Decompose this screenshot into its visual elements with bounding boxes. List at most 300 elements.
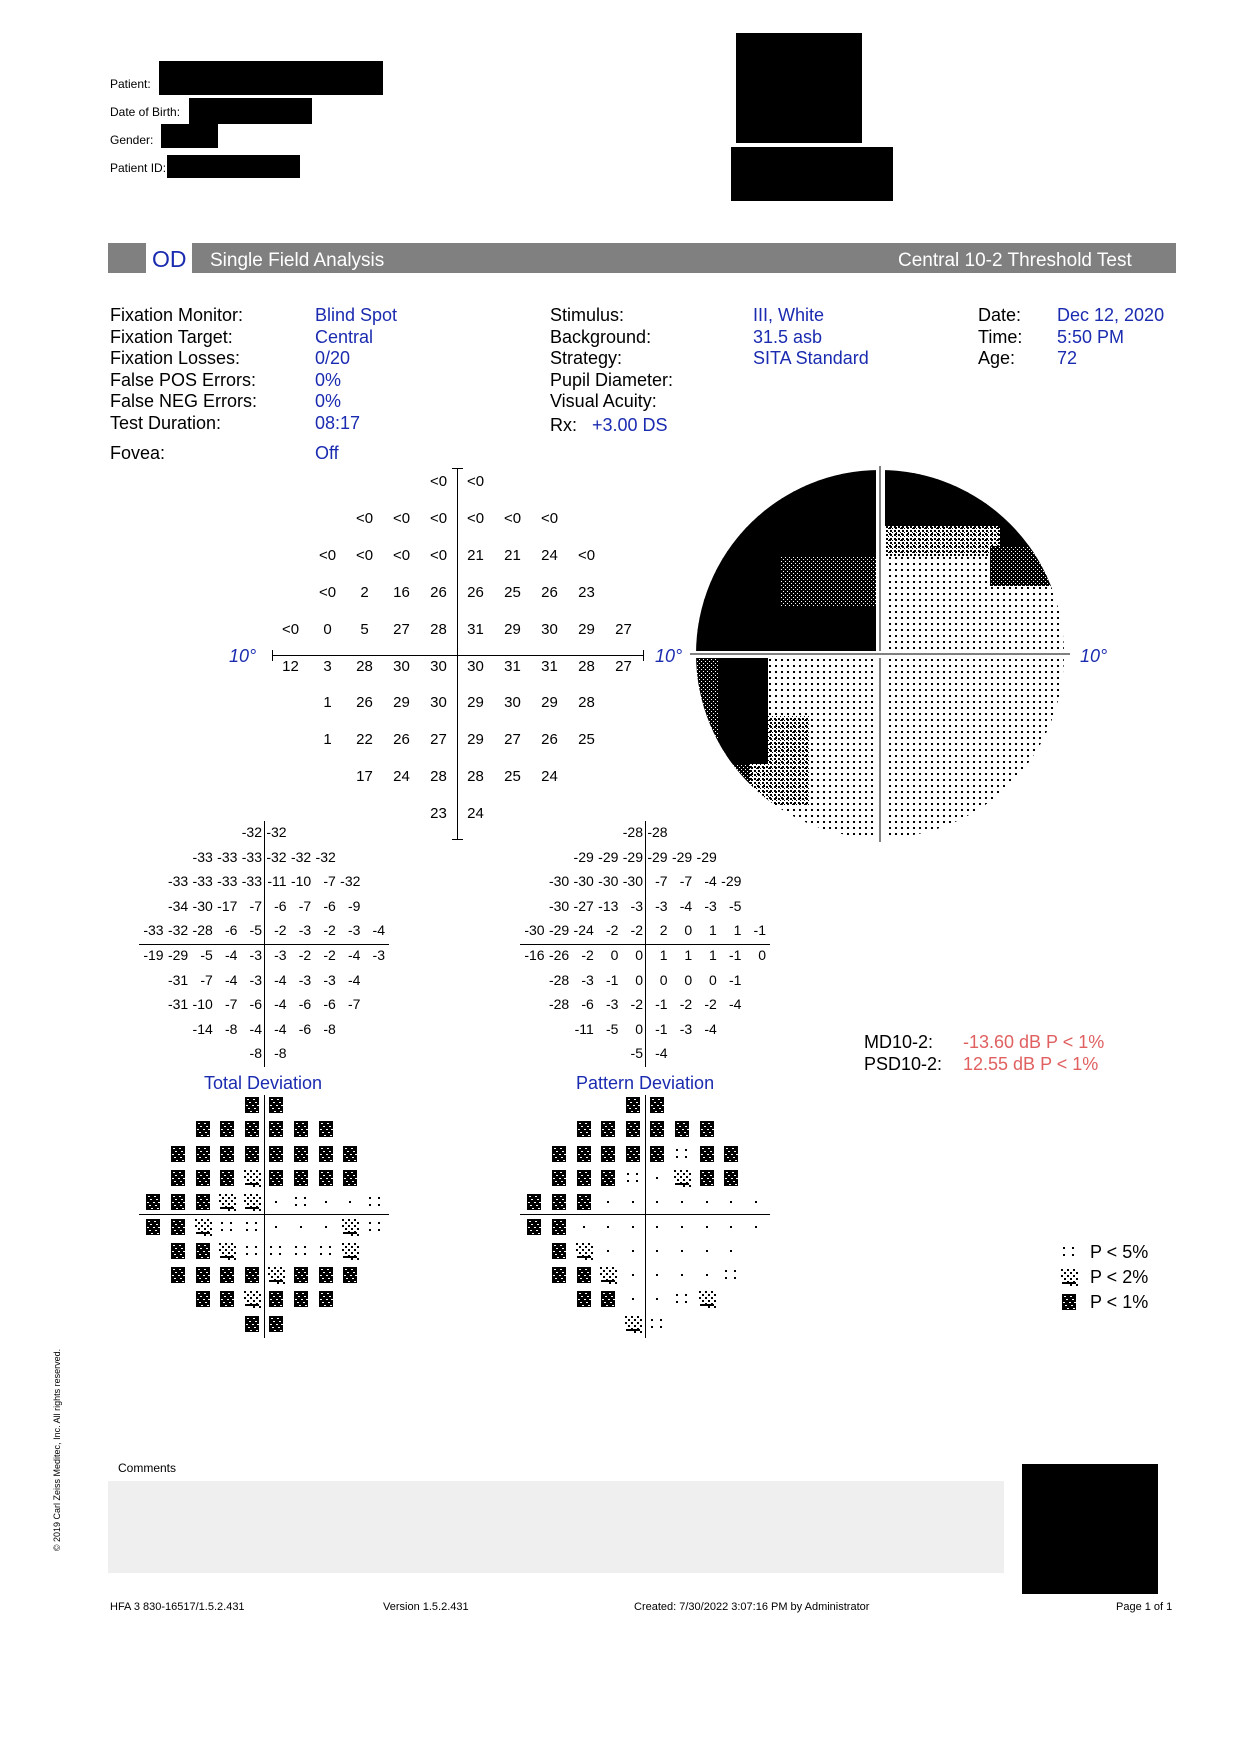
grayscale-plot (690, 466, 1070, 842)
probability-cell (673, 1193, 691, 1211)
deviation-value: -6 (323, 897, 336, 914)
normal-dot-icon (648, 1169, 666, 1187)
p2-symbol-icon (575, 1242, 593, 1260)
deviation-value: -1 (728, 971, 742, 988)
p1-symbol-icon (624, 1096, 642, 1114)
probability-cell (575, 1290, 593, 1308)
probability-cell (194, 1218, 212, 1236)
probability-cell (550, 1218, 568, 1236)
threshold-value: <0 (577, 547, 596, 564)
p1-symbol-icon (243, 1266, 261, 1284)
comments-label: Comments (118, 1461, 177, 1475)
param-label: Pupil Diameter: (550, 369, 674, 390)
probability-cell (698, 1193, 716, 1211)
threshold-value: 0 (323, 621, 332, 638)
p2-symbol-icon (1060, 1268, 1078, 1286)
normal-dot-icon (673, 1218, 691, 1236)
probability-cell (575, 1120, 593, 1138)
deviation-value: -7 (679, 873, 693, 890)
deviation-value: -32 (266, 848, 287, 865)
p1-symbol-icon (575, 1266, 593, 1284)
p1-symbol-icon (218, 1290, 236, 1308)
deviation-value: -28 (647, 824, 668, 840)
threshold-value: <0 (318, 547, 337, 564)
patient-id-label: Patient ID: (110, 161, 167, 175)
signature-redaction (1022, 1464, 1158, 1594)
p1-symbol-icon (317, 1145, 335, 1163)
deviation-value: 1 (659, 947, 668, 963)
analysis-title: Single Field Analysis (210, 250, 385, 271)
p1-symbol-icon (648, 1096, 666, 1114)
deviation-value: -3 (249, 947, 262, 963)
probability-h-axis (520, 1214, 770, 1215)
probability-cell (292, 1218, 310, 1236)
probability-cell (599, 1242, 617, 1260)
deviation-value: -28 (548, 996, 570, 1013)
probability-cell (747, 1193, 765, 1211)
param-label: Fixation Target: (110, 326, 233, 347)
p1-symbol-icon (194, 1266, 212, 1284)
deviation-value: -32 (315, 848, 336, 865)
normal-dot-icon (599, 1242, 617, 1260)
probability-cell (218, 1242, 236, 1260)
probability-cell (366, 1218, 384, 1236)
probability-cell (722, 1242, 740, 1260)
deviation-value: -4 (274, 1020, 287, 1037)
dob-redaction (189, 98, 312, 124)
probability-cell (267, 1315, 285, 1333)
deviation-value: -4 (274, 996, 287, 1013)
threshold-value: <0 (466, 473, 485, 490)
deviation-value: -33 (241, 873, 262, 890)
p2-symbol-icon (624, 1315, 642, 1333)
threshold-v-tick-bottom (452, 839, 463, 840)
probability-cell (599, 1290, 617, 1308)
deviation-value: -10 (290, 873, 312, 890)
pattern-deviation-title: Pattern Deviation (576, 1073, 715, 1093)
p1-symbol-icon (550, 1169, 568, 1187)
p1-symbol-icon (341, 1169, 359, 1187)
threshold-value: 2 (360, 584, 369, 601)
deviation-value: -4 (728, 996, 742, 1013)
normal-dot-icon (673, 1242, 691, 1260)
probability-cell (624, 1193, 642, 1211)
deviation-value: -10 (192, 996, 213, 1013)
threshold-value: 24 (393, 768, 410, 785)
p1-symbol-icon (292, 1169, 310, 1187)
threshold-value: 27 (615, 621, 632, 638)
threshold-value: <0 (429, 547, 448, 564)
p1-symbol-icon (194, 1120, 212, 1138)
probability-cell (218, 1266, 236, 1284)
deviation-value: -16 (524, 947, 545, 963)
probability-cell (575, 1193, 593, 1211)
p1-symbol-icon (243, 1145, 261, 1163)
probability-cell (747, 1218, 765, 1236)
patient-label: Patient: (110, 77, 151, 91)
psd-label: PSD10-2: (864, 1054, 943, 1074)
p1-symbol-icon (648, 1145, 666, 1163)
deviation-value: -3 (630, 897, 643, 914)
param-label: Test Duration: (110, 413, 222, 433)
p1-symbol-icon (599, 1120, 617, 1138)
deviation-value: -29 (622, 848, 643, 865)
normal-dot-icon (317, 1193, 335, 1211)
probability-cell (267, 1169, 285, 1187)
threshold-value: <0 (355, 510, 374, 527)
legend-symbol (1060, 1268, 1078, 1286)
param-label: Visual Acuity: (550, 391, 657, 412)
threshold-value: 30 (430, 694, 447, 711)
deviation-value: -8 (224, 1020, 238, 1037)
footer-serial: HFA 3 830-16517/1.5.2.431 (110, 1601, 245, 1613)
p1-symbol-icon (341, 1145, 359, 1163)
probability-cell (218, 1290, 236, 1308)
threshold-value: 21 (504, 547, 521, 564)
p1-symbol-icon (218, 1120, 236, 1138)
normal-dot-icon (599, 1193, 617, 1211)
p1-symbol-icon (575, 1169, 593, 1187)
probability-cell (169, 1169, 187, 1187)
gender-redaction (161, 124, 218, 148)
probability-cell (624, 1120, 642, 1138)
p1-symbol-icon (267, 1096, 285, 1114)
deviation-value: -30 (573, 873, 594, 890)
deviation-value: -29 (573, 848, 594, 865)
p5-symbol-icon (218, 1218, 236, 1236)
deviation-value: -7 (298, 897, 312, 914)
probability-cell (317, 1193, 335, 1211)
deviation-value: -2 (323, 922, 336, 939)
deviation-value: -6 (274, 897, 287, 914)
probability-cell (292, 1193, 310, 1211)
deviation-value: -2 (581, 947, 594, 963)
deviation-value: -32 (167, 922, 189, 939)
probability-cell (648, 1315, 666, 1333)
p1-symbol-icon (243, 1315, 261, 1333)
threshold-value: 28 (578, 694, 595, 711)
deviation-value: -29 (598, 848, 619, 865)
param-value: SITA Standard (753, 348, 869, 369)
deviation-value: -4 (224, 947, 238, 963)
probability-cell (169, 1218, 187, 1236)
p1-symbol-icon (169, 1266, 187, 1284)
probability-cell (550, 1266, 568, 1284)
normal-dot-icon (648, 1218, 666, 1236)
p5-symbol-icon (243, 1242, 261, 1260)
probability-cell (599, 1193, 617, 1211)
normal-dot-icon (722, 1193, 740, 1211)
deviation-value: -2 (323, 947, 336, 963)
p1-symbol-icon (194, 1145, 212, 1163)
probability-cell (366, 1193, 384, 1211)
probability-cell (243, 1266, 261, 1284)
deviation-value: -4 (655, 1045, 668, 1062)
threshold-value: 29 (467, 694, 484, 711)
deviation-value: -33 (192, 873, 213, 890)
probability-cell (341, 1193, 359, 1211)
threshold-value: 31 (541, 658, 558, 675)
p2-symbol-icon (267, 1266, 285, 1284)
deviation-value: 0 (684, 971, 693, 988)
md-label: MD10-2: (864, 1032, 934, 1052)
p2-symbol-icon (673, 1169, 691, 1187)
p1-symbol-icon (292, 1290, 310, 1308)
p1-symbol-icon (267, 1315, 285, 1333)
p5-symbol-icon (673, 1145, 691, 1163)
p2-symbol-icon (243, 1169, 261, 1187)
deviation-value: -29 (721, 873, 742, 890)
deviation-value: -11 (574, 1020, 594, 1037)
probability-cell (673, 1218, 691, 1236)
threshold-value: 25 (504, 584, 521, 601)
deviation-value: -1 (605, 971, 619, 988)
threshold-value: 30 (430, 658, 447, 675)
probability-cell (722, 1169, 740, 1187)
normal-dot-icon (648, 1290, 666, 1308)
deviation-value: -6 (323, 996, 336, 1013)
normal-dot-icon (648, 1266, 666, 1284)
param-label: Fixation Monitor: (110, 305, 244, 325)
p1-symbol-icon (218, 1266, 236, 1284)
probability-cell (218, 1169, 236, 1187)
p1-symbol-icon (243, 1096, 261, 1114)
p5-symbol-icon (722, 1266, 740, 1284)
p2-symbol-icon (341, 1218, 359, 1236)
probability-cell (243, 1315, 261, 1333)
deviation-value: -29 (671, 848, 693, 865)
deviation-value: 0 (635, 947, 643, 963)
param-label: Stimulus: (550, 305, 625, 325)
probability-cell (624, 1096, 642, 1114)
deviation-value: -4 (224, 971, 238, 988)
deviation-value: 0 (758, 947, 766, 963)
probability-cell (317, 1120, 335, 1138)
probability-cell (243, 1290, 261, 1308)
fovea-label: Fovea: (110, 443, 166, 463)
probability-cell (722, 1266, 740, 1284)
deviation-value: -2 (298, 947, 312, 963)
p1-symbol-icon (194, 1169, 212, 1187)
probability-cell (144, 1218, 162, 1236)
threshold-value: 26 (393, 731, 410, 748)
threshold-value: <0 (503, 510, 522, 527)
deviation-value: -32 (241, 824, 262, 840)
deviation-value: -7 (200, 971, 213, 988)
probability-cell (673, 1242, 691, 1260)
deviation-value: -14 (192, 1020, 213, 1037)
probability-cell (218, 1145, 236, 1163)
deviation-value: -3 (704, 897, 717, 914)
probability-cell (144, 1193, 162, 1211)
p5-symbol-icon (366, 1193, 384, 1211)
probability-cell (722, 1193, 740, 1211)
normal-dot-icon (292, 1218, 310, 1236)
threshold-value: <0 (355, 547, 374, 564)
probability-cell (648, 1290, 666, 1308)
test-title: Central 10-2 Threshold Test (898, 250, 1132, 271)
threshold-value: 29 (393, 694, 410, 711)
normal-dot-icon (341, 1193, 359, 1211)
probability-cell (267, 1290, 285, 1308)
comments-field[interactable] (108, 1481, 1004, 1573)
p1-symbol-icon (194, 1242, 212, 1260)
threshold-value: 1 (323, 731, 332, 748)
deviation-value: -3 (655, 897, 668, 914)
probability-cell (550, 1169, 568, 1187)
p1-symbol-icon (525, 1193, 543, 1211)
probability-cell (218, 1120, 236, 1138)
p1-symbol-icon (267, 1145, 285, 1163)
probability-cell (194, 1193, 212, 1211)
deviation-value: -33 (167, 873, 189, 890)
p5-symbol-icon (317, 1242, 335, 1260)
probability-cell (698, 1290, 716, 1308)
p5-symbol-icon (648, 1315, 666, 1333)
logo-redaction (736, 33, 862, 143)
deviation-value: -2 (679, 996, 693, 1013)
deviation-value: -28 (622, 824, 643, 840)
deviation-value: -29 (548, 922, 570, 939)
threshold-h-axis (272, 655, 644, 656)
probability-cell (648, 1218, 666, 1236)
threshold-h-tick-right (643, 650, 644, 661)
p2-symbol-icon (194, 1218, 212, 1236)
normal-dot-icon (317, 1218, 335, 1236)
deviation-value: -5 (605, 1020, 619, 1037)
param-value: 5:50 PM (1057, 326, 1125, 347)
p2-symbol-icon (698, 1290, 716, 1308)
deviation-value: -28 (192, 922, 213, 939)
deviation-value: -2 (630, 922, 643, 939)
threshold-value: 29 (504, 621, 521, 638)
deviation-value: -33 (143, 922, 164, 939)
probability-cell (648, 1120, 666, 1138)
deviation-value: -19 (143, 947, 164, 963)
p1-symbol-icon (550, 1242, 568, 1260)
probability-cell (341, 1218, 359, 1236)
probability-cell (624, 1218, 642, 1236)
probability-cell (550, 1145, 568, 1163)
threshold-value: 28 (430, 768, 447, 785)
deviation-value: 1 (708, 922, 717, 939)
p1-symbol-icon (550, 1266, 568, 1284)
probability-cell (169, 1145, 187, 1163)
p1-symbol-icon (599, 1290, 617, 1308)
p1-symbol-icon (144, 1193, 162, 1211)
threshold-value: 16 (393, 584, 410, 601)
probability-cell (575, 1169, 593, 1187)
patient-name-redaction (159, 61, 383, 95)
probability-cell (194, 1242, 212, 1260)
normal-dot-icon (599, 1218, 617, 1236)
probability-cell (525, 1218, 543, 1236)
param-label: Background: (550, 326, 652, 347)
p1-symbol-icon (599, 1169, 617, 1187)
deviation-value: -26 (548, 947, 570, 963)
threshold-value: 26 (541, 584, 558, 601)
deviation-value: -29 (647, 848, 668, 865)
deviation-value: -32 (340, 873, 361, 890)
fovea-value: Off (315, 443, 339, 463)
deviation-value: -31 (167, 996, 189, 1013)
normal-dot-icon (267, 1193, 285, 1211)
deviation-value: -32 (266, 824, 287, 840)
threshold-value: 27 (430, 731, 447, 748)
deviation-value: -3 (581, 971, 594, 988)
p1-symbol-icon (624, 1120, 642, 1138)
legend-symbol (1060, 1293, 1078, 1311)
deviation-value: -4 (372, 922, 385, 939)
deviation-value: -28 (548, 971, 570, 988)
p1-symbol-icon (525, 1218, 543, 1236)
deviation-value: -6 (224, 922, 238, 939)
degree-mid: 10° (655, 646, 683, 666)
threshold-value: 27 (504, 731, 521, 748)
deviation-value: -2 (605, 922, 619, 939)
deviation-value: -6 (581, 996, 594, 1013)
probability-cell (194, 1290, 212, 1308)
threshold-value: 26 (430, 584, 447, 601)
threshold-value: 22 (356, 731, 373, 748)
param-label: Age: (978, 348, 1016, 369)
p1-symbol-icon (599, 1145, 617, 1163)
threshold-value: 24 (541, 768, 558, 785)
normal-dot-icon (722, 1242, 740, 1260)
p1-symbol-icon (292, 1266, 310, 1284)
normal-dot-icon (624, 1242, 642, 1260)
probability-cell (243, 1120, 261, 1138)
probability-cell (575, 1242, 593, 1260)
normal-dot-icon (698, 1193, 716, 1211)
p1-symbol-icon (624, 1145, 642, 1163)
probability-cell (673, 1290, 691, 1308)
probability-cell (169, 1193, 187, 1211)
p1-symbol-icon (169, 1218, 187, 1236)
deviation-value: -30 (192, 897, 213, 914)
probability-cell (267, 1242, 285, 1260)
p1-symbol-icon (341, 1266, 359, 1284)
p5-symbol-icon (624, 1169, 642, 1187)
legend-label: P < 2% (1090, 1267, 1149, 1287)
probability-cell (169, 1242, 187, 1260)
param-label: Date: (978, 305, 1022, 325)
threshold-value: 29 (541, 694, 558, 711)
probability-cell (292, 1169, 310, 1187)
deviation-value: 1 (708, 947, 717, 963)
probability-cell (550, 1242, 568, 1260)
probability-cell (267, 1145, 285, 1163)
deviation-value: -2 (704, 996, 717, 1013)
normal-dot-icon (698, 1242, 716, 1260)
deviation-value: -5 (249, 922, 262, 939)
p1-symbol-icon (267, 1290, 285, 1308)
probability-cell (673, 1145, 691, 1163)
deviation-value: -27 (573, 897, 594, 914)
patient-id-redaction (167, 155, 300, 178)
threshold-value: 21 (467, 547, 484, 564)
degree-right: 10° (1080, 646, 1108, 666)
param-label: Fixation Losses: (110, 348, 241, 369)
probability-h-axis (139, 1214, 389, 1215)
probability-cell (341, 1145, 359, 1163)
deviation-value: -33 (217, 848, 238, 865)
deviation-value: -24 (573, 922, 594, 939)
deviation-value: -4 (679, 897, 693, 914)
deviation-value: -34 (167, 897, 189, 914)
probability-cell (243, 1218, 261, 1236)
threshold-value: 28 (356, 658, 373, 675)
